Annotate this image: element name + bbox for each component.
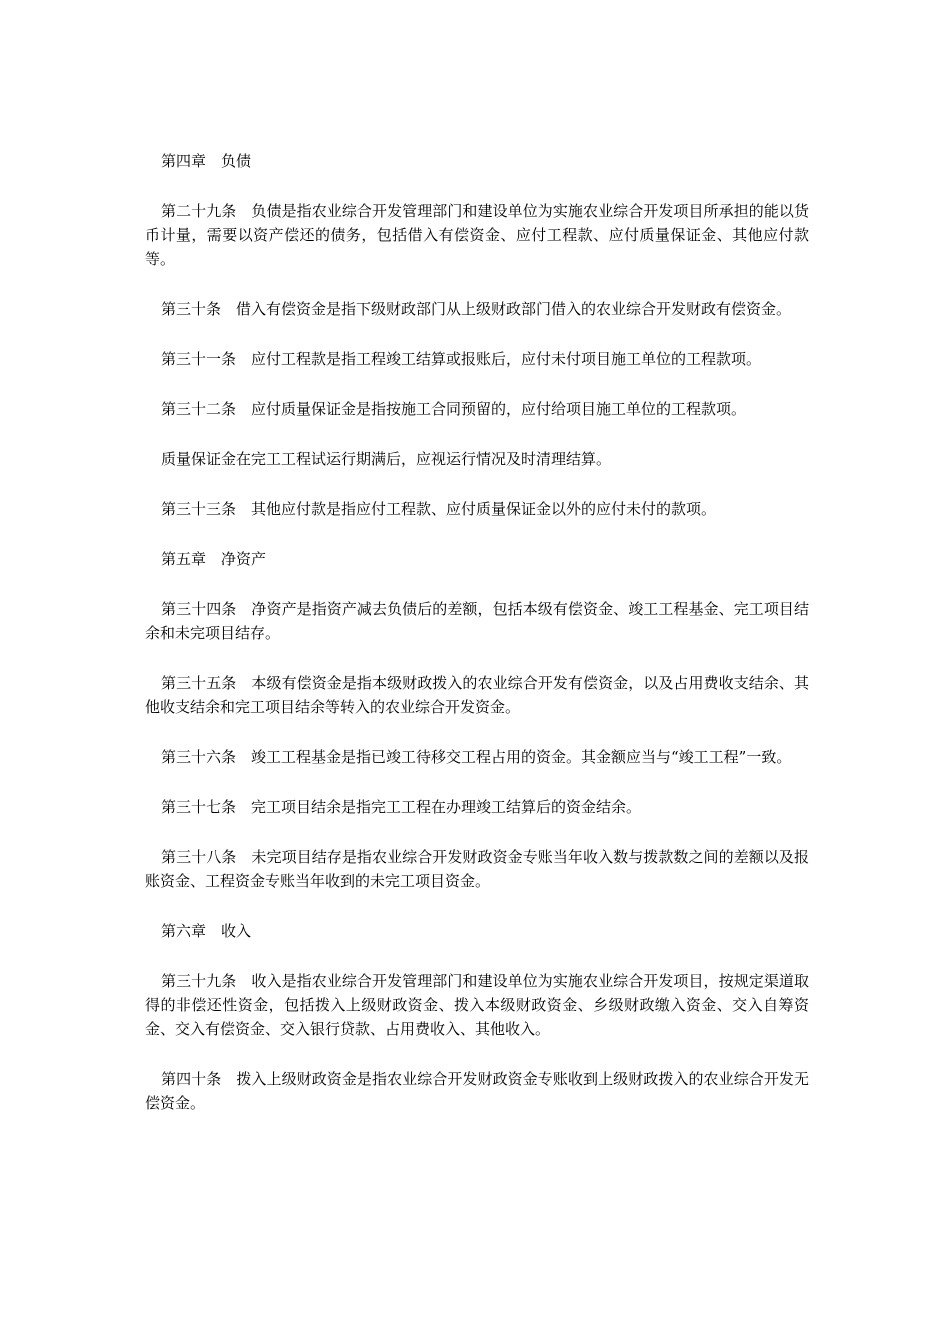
article-33: 第三十三条 其他应付款是指应付工程款、应付质量保证金以外的应付未付的款项。	[161, 500, 717, 518]
chapter-heading-4: 第四章 负债	[161, 152, 252, 170]
article-30: 第三十条 借入有偿资金是指下级财政部门从上级财政部门借入的农业综合开发财政有偿资金。	[161, 300, 792, 318]
article-31: 第三十一条 应付工程款是指工程竣工结算或报账后，应付未付项目施工单位的工程款项。	[161, 350, 762, 368]
chapter-heading-6: 第六章 收入	[161, 922, 252, 940]
article-37: 第三十七条 完工项目结余是指完工工程在办理竣工结算后的资金结余。	[161, 798, 642, 816]
article-36: 第三十六条 竣工工程基金是指已竣工待移交工程占用的资金。其金额应当与“竣工工程”一致。	[161, 748, 792, 766]
article-29: 第二十九条 负债是指农业综合开发管理部门和建设单位为实施农业综合开发项目所承担的能以货币计量，需要以资产偿还的债务，包括借入有偿资金、应付工程款、应付质量保证金、其他应付款等。	[145, 202, 809, 268]
article-40: 第四十条 拨入上级财政资金是指农业综合开发财政资金专账收到上级财政拨入的农业综合开发无偿资金。	[145, 1070, 809, 1112]
chapter-heading-5: 第五章 净资产	[161, 550, 267, 568]
article-32: 第三十二条 应付质量保证金是指按施工合同预留的，应付给项目施工单位的工程款项。	[161, 400, 747, 418]
article-39: 第三十九条 收入是指农业综合开发管理部门和建设单位为实施农业综合开发项目，按规定渠道取得的非偿还性资金，包括拨入上级财政资金、拨入本级财政资金、乡级财政缴入资金、交入自筹资金、交入有偿资金、交入银行贷款、占用费收入、其他收入。	[145, 972, 809, 1038]
article-34: 第三十四条 净资产是指资产减去负债后的差额，包括本级有偿资金、竣工工程基金、完工项目结余和未完项目结存。	[145, 600, 809, 642]
document-body	[145, 149, 809, 1141]
article-38: 第三十八条 未完项目结存是指农业综合开发财政资金专账当年收入数与拨款数之间的差额以及报账资金、工程资金专账当年收到的未完工项目资金。	[145, 848, 809, 890]
article-35: 第三十五条 本级有偿资金是指本级财政拨入的农业综合开发有偿资金，以及占用费收支结余、其他收支结余和完工项目结余等转入的农业综合开发资金。	[145, 674, 809, 716]
article-32-note: 质量保证金在完工工程试运行期满后，应视运行情况及时清理结算。	[161, 450, 612, 468]
